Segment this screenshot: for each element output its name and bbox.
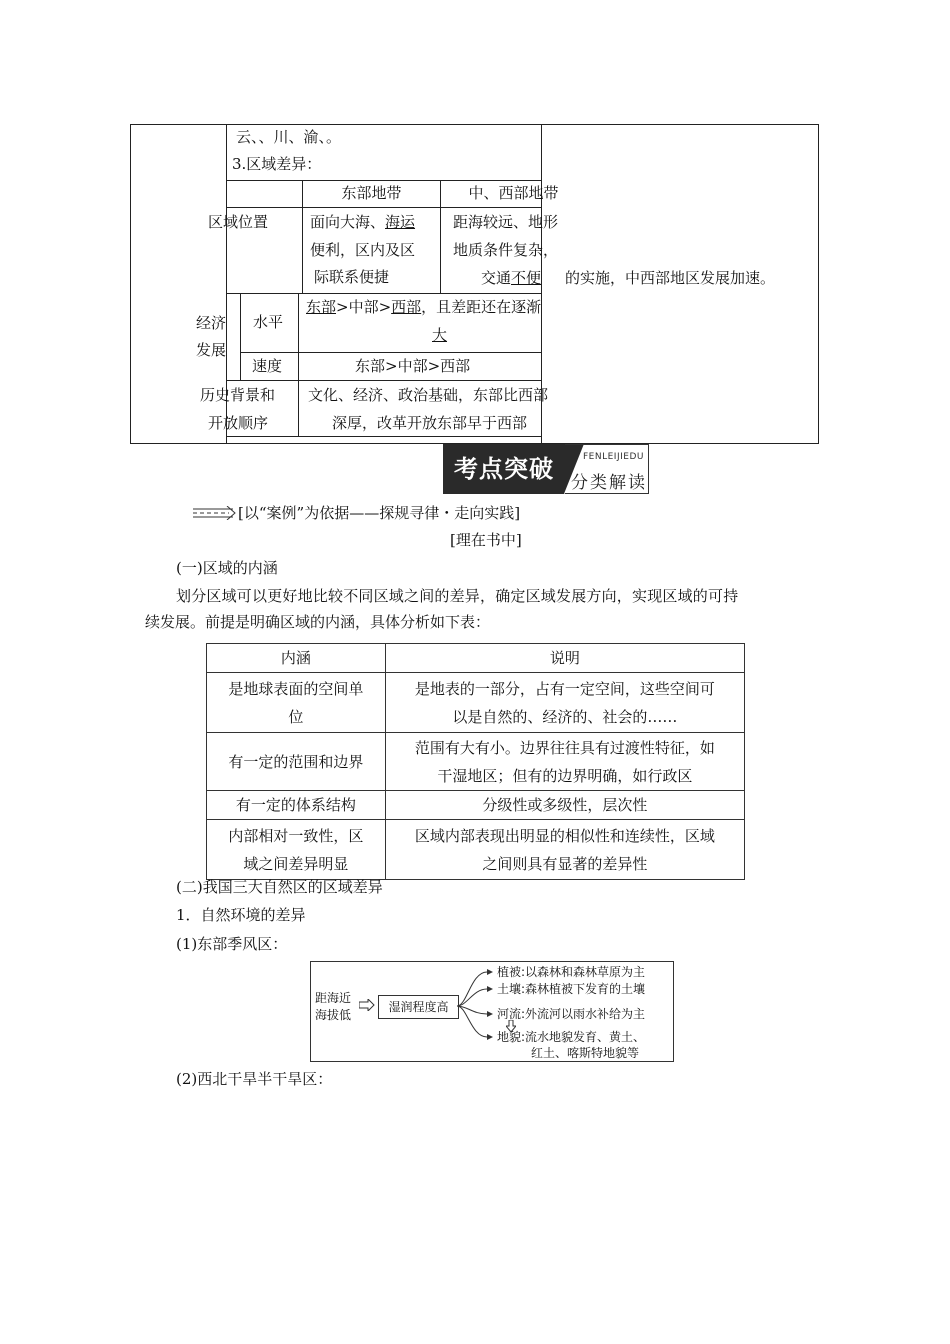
section2-sub3: (2)西北干旱半干旱区： xyxy=(176,1070,333,1088)
trailing-text: 的实施，中西部地区发展加速。 xyxy=(565,269,776,287)
banner: [以“案例”为依据——探规寻律・走向实践] xyxy=(238,504,521,522)
econ-label-1: 经济 xyxy=(196,314,227,332)
head-central-west: 中、西部地带 xyxy=(468,184,559,202)
level-value-end: 大 xyxy=(432,326,448,344)
section1-para-1: 划分区域可以更好地比较不同区域之间的差异，确定区域发展方向，实现区域的可持 xyxy=(176,587,739,605)
arrow-right-icon xyxy=(359,999,375,1011)
east-location-line2: 便利，区内及区 xyxy=(310,241,416,259)
cw-location-line1: 距海较远、地形 xyxy=(453,213,559,231)
section1-heading: (一)区域的内涵 xyxy=(176,559,278,577)
badge-en: FENLEIJIEDU xyxy=(583,452,644,462)
diagram-cause-2: 海拔低 xyxy=(315,1008,352,1022)
history-label-1: 历史背景和 xyxy=(200,386,276,404)
history-value-1: 文化、经济、政治基础，东部比西部 xyxy=(308,386,549,404)
history-label-2: 开放顺序 xyxy=(208,414,269,432)
cw-location-line2: 地质条件复杂， xyxy=(453,241,559,259)
section2-sub1: 1．自然环境的差异 xyxy=(176,906,306,924)
top-line-2: 3.区域差异： xyxy=(232,155,322,173)
section2-heading: (二)我国三大自然区的区域差异 xyxy=(176,878,383,896)
diagram-effect: 植被:以森林和森林草原为主 xyxy=(497,965,646,979)
table-header: 内涵 xyxy=(207,644,386,673)
diagram-effect: 地貌:流水地貌发育、黄土、 xyxy=(497,1030,646,1044)
east-location-line3: 际联系便捷 xyxy=(314,268,390,286)
diagram-middle: 湿润程度高 xyxy=(378,995,459,1019)
table-row: 内部相对一致性，区 域之间差异明显 区域内部表现出明显的相似性和连续性，区域 之间则具有显著的差异性 xyxy=(207,820,745,880)
top-line-1: 云、、川、渝、。 xyxy=(236,128,342,146)
table-row: 有一定的范围和边界 范围有大有小。边界往往具有过渡性特征，如 干湿地区；但有的边界明确，如行政区 xyxy=(207,733,745,791)
table-row: 是地球表面的空间单 位 是地表的一部分，占有一定空间，这些空间可 以是自然的、经济的、社会的…… xyxy=(207,673,745,733)
badge-main: 考点突破 xyxy=(443,444,565,494)
level-label: 水平 xyxy=(253,313,284,331)
row-location-label: 区域位置 xyxy=(208,213,269,231)
sub-banner: [理在书中] xyxy=(450,531,522,549)
level-value: 东部>中部>西部，且差距还在逐渐 xyxy=(306,298,542,316)
region-table xyxy=(206,643,745,880)
badge-sub: 分类解读 xyxy=(571,473,647,493)
speed-label: 速度 xyxy=(252,357,283,375)
diagram-effect: 土壤:森林植被下发育的土壤 xyxy=(497,982,646,996)
econ-label-2: 发展 xyxy=(196,341,227,359)
history-value-2: 深厚，改革开放东部早于西部 xyxy=(332,414,528,432)
section1-para-2: 续发展。前提是明确区域的内涵，具体分析如下表： xyxy=(145,613,491,631)
diagram-effect: 河流:外流河以雨水补给为主 xyxy=(497,1007,646,1021)
table-header: 说明 xyxy=(385,644,744,673)
branch-arrows-icon xyxy=(457,962,497,1061)
section-badge xyxy=(443,444,650,494)
cw-location-line3: 交通不便 xyxy=(481,269,542,287)
monsoon-diagram xyxy=(310,961,674,1062)
table-row: 有一定的体系结构 分级性或多级性，层次性 xyxy=(207,791,745,820)
diagram-effect: 红土、喀斯特地貌等 xyxy=(531,1046,640,1060)
speed-value: 东部>中部>西部 xyxy=(355,357,471,375)
double-arrow-icon xyxy=(193,506,237,520)
diagram-cause-1: 距海近 xyxy=(315,991,352,1005)
section2-sub2: (1)东部季风区： xyxy=(176,935,288,953)
head-east: 东部地带 xyxy=(341,184,402,202)
east-location: 面向大海、海运 xyxy=(310,213,416,231)
